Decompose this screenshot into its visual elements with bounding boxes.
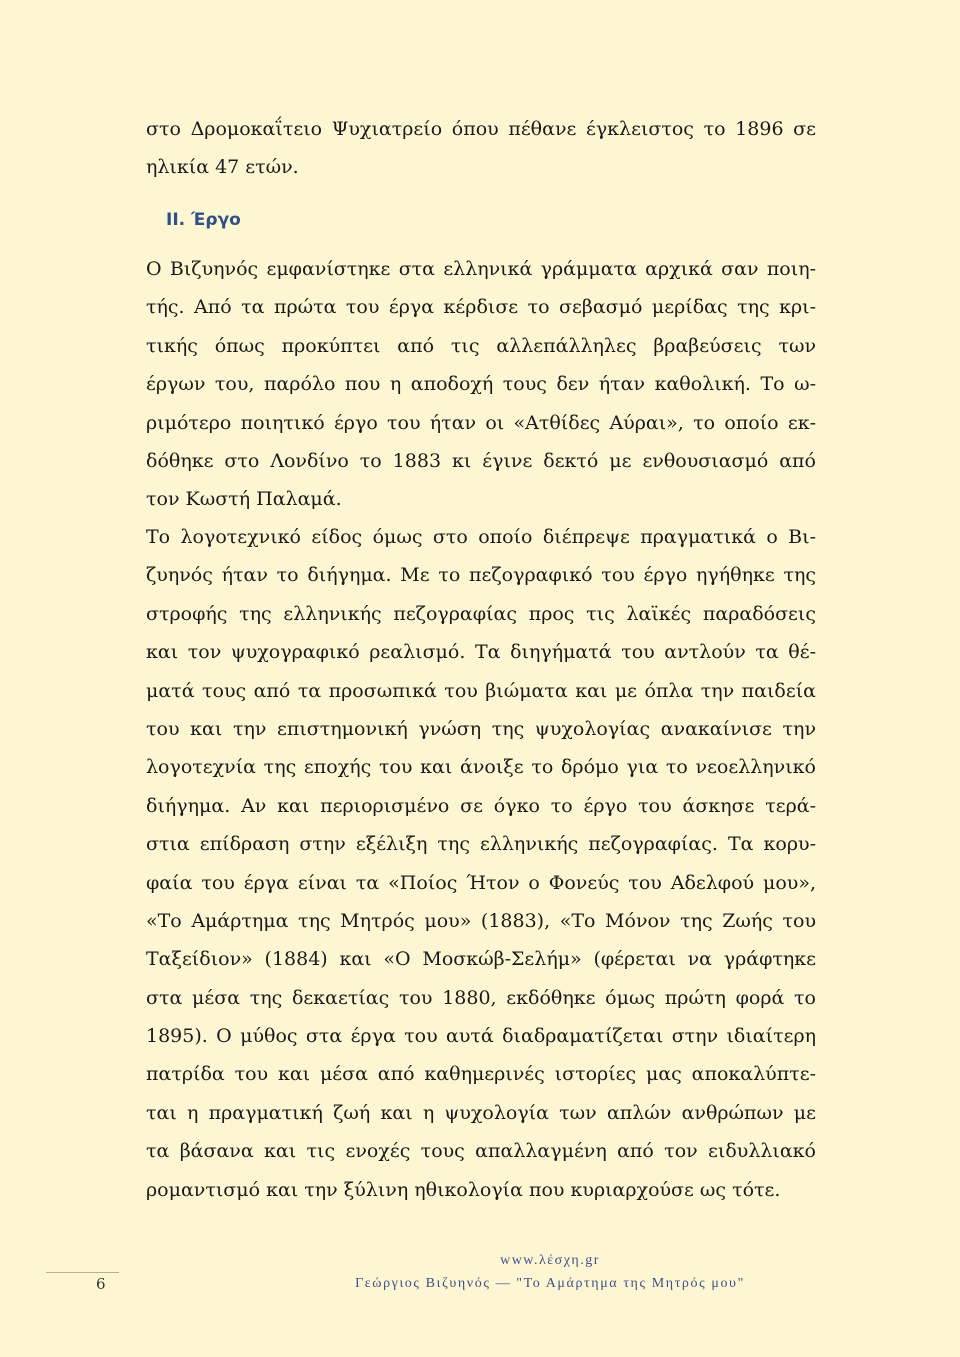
- text-line: Ο Βιζυηνός εμφανίστηκε στα ελληνικά γράμματα αρχικά σαν ποιη-: [146, 258, 816, 280]
- text-line: «Το Αμάρτημα της Μητρός μου» (1883), «Το Μόνον της Ζωής του: [146, 909, 816, 932]
- text-line: τικής όπως προκύπτει από τις αλλεπάλληλες βραβεύσεις των: [146, 334, 816, 357]
- text-line: του και την επιστημονική γνώση της ψυχολογίας ανακαίνισε την: [146, 717, 816, 740]
- text-line: στο Δρομοκαΐτειο Ψυχιατρείο όπου πέθανε έγκλειστος το 1896 σε: [146, 118, 816, 140]
- footer-book-title: Γεώργιος Βιζυηνός — "Το Αμάρτημα της Μητρός μου": [355, 1276, 745, 1291]
- text-line: διήγημα. Αν και περιορισμένο σε όγκο το έργο του άσκησε τερά-: [146, 794, 816, 817]
- paragraph-poetry: [146, 250, 816, 519]
- text-line: στια επίδραση στην εξέλιξη της ελληνικής πεζογραφίας. Τα κορυ-: [146, 833, 816, 856]
- text-line: ριμότερο ποιητικό έργο του ήταν οι «Ατθίδες Αύραι», το οποίο εκ-: [146, 411, 816, 434]
- page-number: 6: [96, 1275, 106, 1293]
- text-line: ηλικία 47 ετών.: [146, 156, 299, 179]
- text-line: έργων του, παρόλο που η αποδοχή τους δεν ήταν καθολική. Το ω-: [146, 373, 816, 396]
- text-line: στροφής της ελληνικής πεζογραφίας προς τις λαϊκές παραδόσεις: [146, 602, 816, 625]
- text-line: δόθηκε στο Λονδίνο το 1883 κι έγινε δεκτό με ενθουσιασμό από: [146, 449, 816, 472]
- text-line: 1895). Ο μύθος στα έργα του αυτά διαδραματίζεται στην ιδιαίτερη: [146, 1025, 816, 1048]
- footer-divider: [46, 1272, 119, 1273]
- text-line: Ταξείδιον» (1884) και «Ο Μοσκώβ-Σελήμ» (φέρεται να γράφτηκε: [146, 948, 816, 971]
- text-line: τής. Από τα πρώτα του έργα κέρδισε το σεβασμό μερίδας της κρι-: [146, 296, 816, 319]
- text-line: στα μέσα της δεκαετίας του 1880, εκδόθηκε όμως πρώτη φορά το: [146, 986, 816, 1009]
- text-line: ρομαντισμό και την ξύλινη ηθικολογία που κυριαρχούσε ως τότε.: [146, 1178, 781, 1201]
- section-heading: II. Έργο: [166, 210, 241, 230]
- text-line: λογοτεχνία της εποχής του και άνοιξε το δρόμο για το νεοελληνικό: [146, 756, 816, 779]
- footer-website: www.λέσχη.gr: [500, 1253, 600, 1268]
- text-line: τον Κωστή Παλαμά.: [146, 488, 342, 511]
- intro-paragraph: [146, 110, 816, 187]
- text-line: ται η πραγματική ζωή και η ψυχολογία των απλών ανθρώπων με: [146, 1101, 816, 1124]
- text-line: και τον ψυχογραφικό ρεαλισμό. Τα διηγήματά του αντλούν τα θέ-: [146, 641, 816, 664]
- text-line: ζυηνός ήταν το διήγημα. Με το πεζογραφικό του έργο ηγήθηκε της: [146, 564, 816, 587]
- text-line: φαία του έργα είναι τα «Ποίος Ήτον ο Φονεύς του Αδελφού μου»,: [146, 871, 816, 894]
- paragraph-prose: [146, 518, 816, 1209]
- text-line: ματά τους από τα προσωπικά του βιώματα και με όπλα την παιδεία: [146, 679, 816, 702]
- text-line: Το λογοτεχνικό είδος όμως στο οποίο διέπρεψε πραγματικά ο Βι-: [146, 526, 816, 548]
- text-line: τα βάσανα και τις ενοχές τους απαλλαγμένη από τον ειδυλλιακό: [146, 1140, 816, 1163]
- text-line: πατρίδα του και μέσα από καθημερινές ιστορίες μας αποκαλύπτε-: [146, 1063, 816, 1086]
